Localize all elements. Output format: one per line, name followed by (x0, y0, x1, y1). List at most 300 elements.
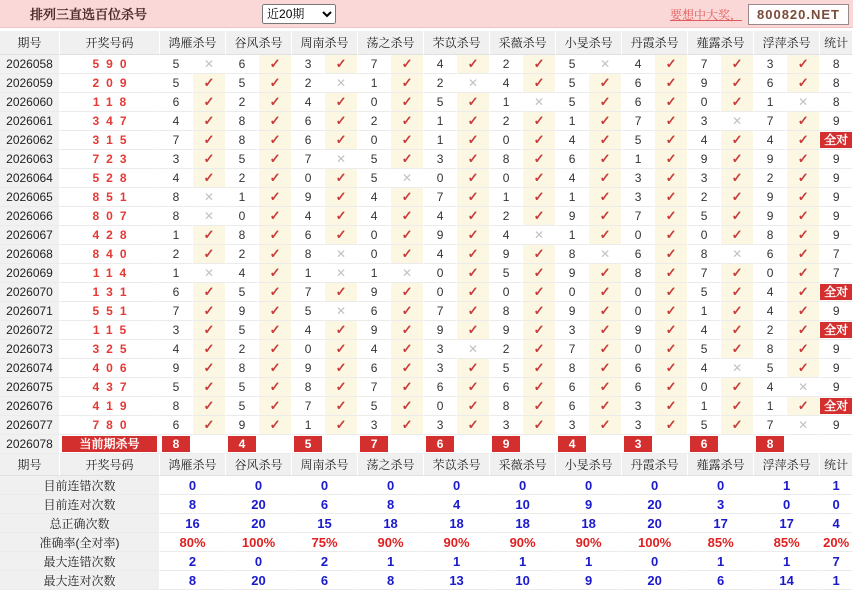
result-cell (523, 188, 556, 207)
check-icon: ✓ (797, 322, 809, 337)
kill-number-cell: 9 (292, 359, 325, 378)
table-row (0, 321, 853, 340)
draw-number-cell: 428 (60, 226, 160, 245)
stats-value-cell: 20 (226, 514, 292, 533)
draw-number-cell: 118 (60, 93, 160, 112)
kill-number-cell: 4 (358, 340, 391, 359)
result-cell (193, 131, 226, 150)
header-row (0, 454, 853, 476)
kill-number-cell: 4 (754, 302, 787, 321)
stats-table (0, 454, 853, 590)
result-cell (193, 112, 226, 131)
check-icon: ✓ (599, 208, 611, 223)
check-icon: ✓ (269, 113, 281, 128)
result-cell (589, 397, 622, 416)
check-icon: ✓ (665, 379, 677, 394)
result-cell (589, 321, 622, 340)
draw-number-cell: 780 (60, 416, 160, 435)
result-cell (391, 207, 424, 226)
period-cell: 2026068 (0, 245, 60, 264)
check-icon: ✓ (665, 170, 677, 185)
result-cell (589, 416, 622, 435)
total-cell: 9 (820, 226, 853, 245)
cross-icon: ✕ (203, 209, 215, 223)
kill-number-cell: 4 (226, 264, 259, 283)
kill-number-cell: 1 (754, 93, 787, 112)
column-header: 采薇杀号 (490, 31, 556, 55)
check-icon: ✓ (533, 246, 545, 261)
result-cell (589, 302, 622, 321)
result-cell (523, 74, 556, 93)
result-cell (325, 302, 358, 321)
kill-number-cell: 0 (424, 283, 457, 302)
stats-value-cell: 100% (622, 533, 688, 552)
kill-number-cell: 2 (358, 112, 391, 131)
result-cell (391, 55, 424, 74)
check-icon: ✓ (533, 132, 545, 147)
period-cell: 2026074 (0, 359, 60, 378)
kill-number-cell: 0 (358, 93, 391, 112)
result-cell (655, 416, 688, 435)
result-cell (721, 93, 754, 112)
check-icon: ✓ (401, 379, 413, 394)
kill-number-cell: 4 (688, 359, 721, 378)
check-icon: ✓ (599, 303, 611, 318)
kill-number-cell: 7 (160, 302, 193, 321)
result-cell (787, 283, 820, 302)
draw-number-cell: 437 (60, 378, 160, 397)
kill-number-cell: 5 (622, 131, 655, 150)
kill-number-cell: 0 (622, 283, 655, 302)
current-kill-badge: 8 (162, 436, 190, 452)
result-cell (787, 55, 820, 74)
total-cell (820, 435, 853, 454)
check-icon: ✓ (269, 75, 281, 90)
current-kill-badge: 6 (690, 436, 718, 452)
result-cell (325, 93, 358, 112)
kill-number-cell: 5 (358, 397, 391, 416)
result-cell (721, 150, 754, 169)
result-cell (787, 131, 820, 150)
result-cell (655, 74, 688, 93)
cross-icon: ✕ (600, 57, 611, 71)
kill-number-cell: 9 (424, 226, 457, 245)
period-cell: 2026069 (0, 264, 60, 283)
period-cell: 2026075 (0, 378, 60, 397)
column-header: 小旻杀号 (556, 31, 622, 55)
kill-number-cell: 1 (226, 188, 259, 207)
kill-number-cell: 2 (754, 169, 787, 188)
result-cell (325, 283, 358, 302)
stats-value-cell: 3 (688, 495, 754, 514)
result-cell (457, 340, 490, 359)
kill-number-cell: 4 (754, 378, 787, 397)
stats-value-cell: 0 (688, 476, 754, 495)
period-cell: 2026058 (0, 55, 60, 74)
current-kill-badge: 8 (756, 436, 784, 452)
kill-number-cell: 9 (688, 74, 721, 93)
stats-value-cell: 6 (292, 571, 358, 590)
result-cell (325, 112, 358, 131)
cross-icon: ✕ (534, 228, 545, 242)
result-cell (325, 150, 358, 169)
result-cell (787, 188, 820, 207)
kill-number-cell: 5 (358, 150, 391, 169)
period-cell: 2026070 (0, 283, 60, 302)
kill-number-cell: 5 (160, 378, 193, 397)
check-icon: ✓ (467, 265, 479, 280)
result-cell (259, 283, 292, 302)
check-icon: ✓ (797, 75, 809, 90)
column-header: 薤露杀号 (688, 454, 754, 476)
result-cell (523, 207, 556, 226)
column-header: 薤露杀号 (688, 31, 754, 55)
check-icon: ✓ (599, 398, 611, 413)
check-icon: ✓ (401, 94, 413, 109)
check-icon: ✓ (401, 341, 413, 356)
check-icon: ✓ (665, 113, 677, 128)
result-cell (457, 131, 490, 150)
kill-number-cell: 1 (556, 188, 589, 207)
stats-value-cell: 1 (754, 476, 820, 495)
result-cell (523, 112, 556, 131)
period-cell: 2026078 (0, 435, 60, 454)
kill-number-cell: 4 (556, 169, 589, 188)
table-row (0, 378, 853, 397)
kill-number-cell: 1 (556, 226, 589, 245)
result-cell (523, 169, 556, 188)
table-row (0, 245, 853, 264)
current-label-cell (60, 435, 160, 454)
check-icon: ✓ (467, 151, 479, 166)
kill-number-cell: 5 (490, 359, 523, 378)
check-icon: ✓ (467, 246, 479, 261)
result-cell (325, 131, 358, 150)
kill-number-cell: 3 (622, 188, 655, 207)
kill-number-cell: 8 (292, 378, 325, 397)
kill-number-cell: 4 (358, 188, 391, 207)
cross-icon: ✕ (203, 266, 215, 280)
check-icon: ✓ (665, 246, 677, 261)
stats-value-cell: 15 (292, 514, 358, 533)
check-icon: ✓ (401, 132, 413, 147)
stats-value-cell: 4 (820, 514, 853, 533)
result-cell (721, 321, 754, 340)
kill-number-cell: 9 (754, 150, 787, 169)
column-header: 鸿雁杀号 (160, 31, 226, 55)
period-cell: 2026062 (0, 131, 60, 150)
result-cell (193, 416, 226, 435)
result-cell (721, 264, 754, 283)
result-cell (259, 150, 292, 169)
kill-number-cell: 8 (754, 340, 787, 359)
result-cell (589, 245, 622, 264)
total-cell: 9 (820, 340, 853, 359)
check-icon: ✓ (665, 227, 677, 242)
result-cell (655, 321, 688, 340)
kill-number-cell: 8 (160, 397, 193, 416)
kill-number-cell: 9 (556, 302, 589, 321)
kill-number-cell: 0 (622, 340, 655, 359)
total-cell: 7 (820, 245, 853, 264)
check-icon: ✓ (203, 398, 215, 413)
current-kill-badge: 9 (492, 436, 520, 452)
total-cell: 9 (820, 302, 853, 321)
result-cell (193, 378, 226, 397)
check-icon: ✓ (533, 151, 545, 166)
promo-link[interactable]: 要想中大奖， (669, 7, 742, 22)
kill-number-cell: 9 (688, 150, 721, 169)
cross-icon: ✕ (336, 266, 347, 280)
current-kill-cell (556, 435, 589, 454)
check-icon: ✓ (269, 227, 281, 242)
stats-value-cell: 20 (622, 495, 688, 514)
check-icon: ✓ (467, 189, 479, 204)
result-cell (391, 93, 424, 112)
check-icon: ✓ (401, 417, 413, 432)
current-kill-cell (292, 435, 325, 454)
result-cell (391, 112, 424, 131)
stats-label-cell: 总正确次数 (0, 514, 160, 533)
check-icon: ✓ (533, 398, 545, 413)
kill-number-cell: 4 (490, 226, 523, 245)
check-icon: ✓ (335, 322, 347, 337)
result-cell (787, 321, 820, 340)
all-correct-badge: 全对 (820, 398, 852, 414)
check-icon: ✓ (401, 246, 413, 261)
current-kill-cell (622, 435, 655, 454)
result-cell (655, 150, 688, 169)
check-icon: ✓ (731, 170, 743, 185)
table-row (0, 226, 853, 245)
kill-number-cell: 4 (292, 207, 325, 226)
stats-label-cell: 目前连对次数 (0, 495, 160, 514)
result-cell (325, 245, 358, 264)
result-cell (457, 112, 490, 131)
result-cell (457, 359, 490, 378)
check-icon: ✓ (797, 360, 809, 375)
kill-number-cell: 9 (622, 321, 655, 340)
stats-value-cell: 20 (622, 514, 688, 533)
kill-number-cell: 2 (226, 245, 259, 264)
stats-value-cell: 20% (820, 533, 853, 552)
check-icon: ✓ (269, 265, 281, 280)
result-cell (193, 55, 226, 74)
kill-number-cell: 2 (490, 340, 523, 359)
kill-number-cell: 5 (226, 283, 259, 302)
result-cell (259, 207, 292, 226)
kill-number-cell: 5 (226, 321, 259, 340)
kill-number-cell: 3 (160, 150, 193, 169)
kill-number-cell: 5 (358, 169, 391, 188)
current-kill-badge: 3 (624, 436, 652, 452)
check-icon: ✓ (203, 284, 215, 299)
kill-number-cell: 9 (754, 188, 787, 207)
kill-number-cell: 6 (754, 245, 787, 264)
stats-value-cell: 0 (424, 476, 490, 495)
check-icon: ✓ (599, 417, 611, 432)
stats-label-cell: 准确率(全对率) (0, 533, 160, 552)
draw-number-cell: 315 (60, 131, 160, 150)
kill-number-cell: 6 (754, 74, 787, 93)
kill-number-cell: 3 (622, 416, 655, 435)
total-cell (820, 321, 853, 340)
check-icon: ✓ (203, 322, 215, 337)
kill-number-cell: 4 (160, 340, 193, 359)
result-cell (523, 131, 556, 150)
result-cell (457, 207, 490, 226)
kill-number-cell: 2 (490, 55, 523, 74)
column-header: 统计 (820, 31, 853, 55)
stats-value-cell: 13 (424, 571, 490, 590)
total-cell (820, 397, 853, 416)
result-cell (259, 397, 292, 416)
period-cell: 2026077 (0, 416, 60, 435)
kill-number-cell: 4 (160, 169, 193, 188)
result-cell (457, 283, 490, 302)
kill-number-cell: 3 (556, 321, 589, 340)
stats-value-cell: 0 (622, 552, 688, 571)
stats-value-cell: 0 (292, 476, 358, 495)
result-cell (787, 150, 820, 169)
stats-value-cell: 18 (424, 514, 490, 533)
cross-icon: ✕ (336, 304, 347, 318)
check-icon: ✓ (665, 341, 677, 356)
kill-number-cell: 8 (490, 150, 523, 169)
result-cell (391, 74, 424, 93)
result-cell (193, 264, 226, 283)
check-icon: ✓ (797, 208, 809, 223)
total-cell: 9 (820, 150, 853, 169)
site-watermark[interactable]: 800820.NET (748, 4, 849, 25)
stats-table-body (0, 476, 853, 590)
stats-value-cell: 0 (226, 552, 292, 571)
result-cell (721, 302, 754, 321)
kill-number-cell: 5 (490, 264, 523, 283)
kill-number-cell: 7 (358, 378, 391, 397)
period-cell: 2026065 (0, 188, 60, 207)
kill-number-cell: 7 (622, 112, 655, 131)
all-correct-badge: 全对 (820, 132, 852, 148)
kill-number-cell: 5 (688, 207, 721, 226)
draw-number-cell: 528 (60, 169, 160, 188)
result-cell (259, 245, 292, 264)
result-cell (259, 188, 292, 207)
kill-number-cell: 1 (490, 93, 523, 112)
result-cell (721, 283, 754, 302)
check-icon: ✓ (731, 151, 743, 166)
check-icon: ✓ (797, 151, 809, 166)
check-icon: ✓ (599, 75, 611, 90)
check-icon: ✓ (203, 75, 215, 90)
result-cell (259, 416, 292, 435)
check-icon: ✓ (269, 398, 281, 413)
result-cell (589, 340, 622, 359)
kill-number-cell: 7 (754, 112, 787, 131)
check-icon: ✓ (665, 189, 677, 204)
stats-value-cell: 90% (358, 533, 424, 552)
check-icon: ✓ (533, 322, 545, 337)
result-cell (721, 131, 754, 150)
check-icon: ✓ (533, 56, 545, 71)
result-cell (721, 416, 754, 435)
kill-number-cell: 5 (160, 74, 193, 93)
column-header: 谷风杀号 (226, 454, 292, 476)
column-header: 鸿雁杀号 (160, 454, 226, 476)
check-icon: ✓ (335, 94, 347, 109)
kill-number-cell: 2 (754, 321, 787, 340)
period-range-select[interactable] (262, 4, 336, 24)
result-cell (457, 55, 490, 74)
check-icon: ✓ (335, 208, 347, 223)
check-icon: ✓ (203, 170, 215, 185)
stats-value-cell: 9 (556, 495, 622, 514)
check-icon: ✓ (335, 398, 347, 413)
check-icon: ✓ (203, 246, 215, 261)
result-cell (325, 340, 358, 359)
total-cell: 9 (820, 378, 853, 397)
result-cell-empty (259, 435, 292, 454)
kill-number-cell: 9 (490, 321, 523, 340)
current-kill-cell (358, 435, 391, 454)
kill-number-cell: 7 (292, 150, 325, 169)
kill-number-cell: 9 (754, 207, 787, 226)
kill-number-cell: 1 (424, 131, 457, 150)
check-icon: ✓ (203, 132, 215, 147)
kill-number-cell: 5 (688, 340, 721, 359)
result-cell (589, 188, 622, 207)
check-icon: ✓ (269, 417, 281, 432)
result-cell (325, 416, 358, 435)
kill-number-cell: 0 (358, 131, 391, 150)
check-icon: ✓ (401, 360, 413, 375)
check-icon: ✓ (665, 417, 677, 432)
result-cell (655, 340, 688, 359)
total-cell: 9 (820, 188, 853, 207)
result-cell-empty (457, 435, 490, 454)
column-header: 期号 (0, 454, 60, 476)
kill-number-cell: 4 (292, 321, 325, 340)
table-row (0, 169, 853, 188)
kill-number-cell: 3 (754, 55, 787, 74)
check-icon: ✓ (203, 303, 215, 318)
period-cell: 2026076 (0, 397, 60, 416)
result-cell (523, 93, 556, 112)
kill-number-cell: 2 (226, 93, 259, 112)
result-cell (391, 397, 424, 416)
kill-number-cell: 5 (226, 74, 259, 93)
result-cell (259, 169, 292, 188)
result-cell (193, 397, 226, 416)
current-kill-cell (490, 435, 523, 454)
kill-number-cell: 8 (688, 245, 721, 264)
kill-number-cell: 6 (622, 74, 655, 93)
result-cell (721, 169, 754, 188)
result-cell (193, 359, 226, 378)
result-cell (391, 245, 424, 264)
check-icon: ✓ (269, 170, 281, 185)
cross-icon: ✕ (732, 247, 743, 261)
table-row (0, 207, 853, 226)
kill-number-cell: 0 (490, 169, 523, 188)
check-icon: ✓ (269, 360, 281, 375)
kill-number-cell: 6 (424, 378, 457, 397)
column-header: 浮萍杀号 (754, 454, 820, 476)
stats-value-cell: 90% (424, 533, 490, 552)
cross-icon: ✕ (798, 95, 809, 109)
stats-value-cell: 80% (160, 533, 226, 552)
stats-value-cell: 2 (292, 552, 358, 571)
